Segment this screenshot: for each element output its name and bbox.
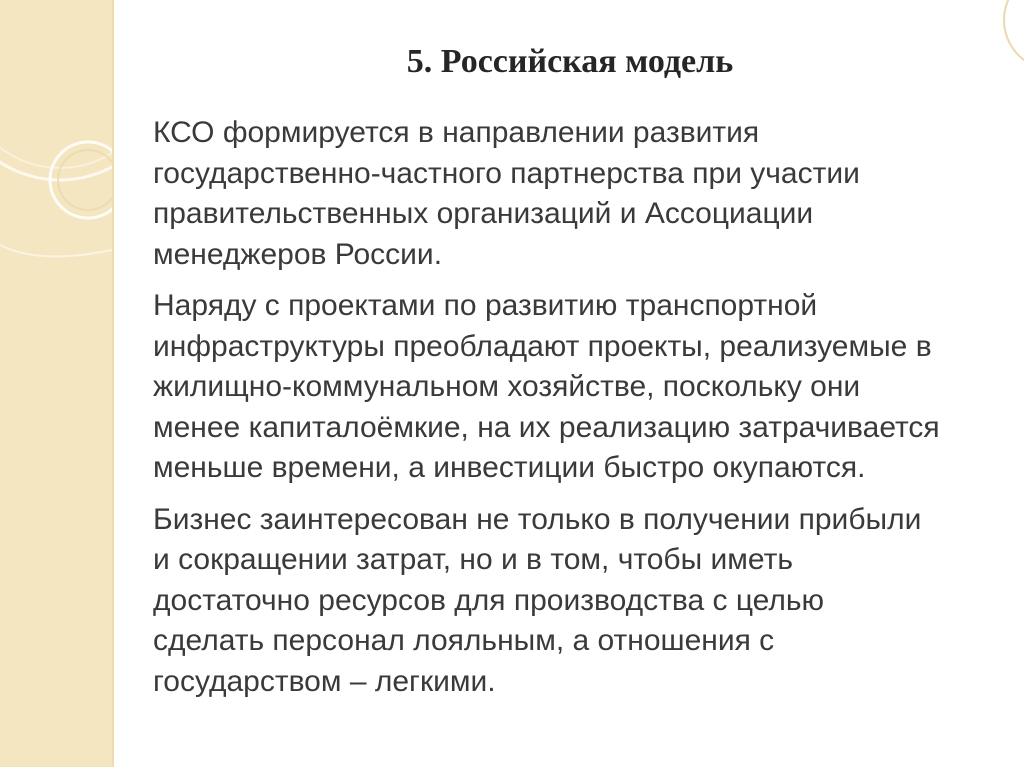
text-line: Наряду с проектами по развитию транспортной xyxy=(153,289,818,322)
text-line: КСО формируется в направлении развития xyxy=(153,116,760,149)
slide-body xyxy=(153,113,1003,713)
corner-ring xyxy=(1004,0,1024,70)
paragraph-3 xyxy=(153,500,1003,703)
text-line: жилищно-коммунальном хозяйстве, поскольку они xyxy=(153,370,861,403)
text-line: инфраструктуры преобладают проекты, реализуемые в xyxy=(153,329,932,363)
text-line: менее капиталоёмкие, на их реализацию затрачивается xyxy=(153,410,940,444)
text-line: Бизнес заинтересован не только в получении прибыли xyxy=(153,502,922,536)
decorative-rings-graphic xyxy=(0,0,112,767)
text-line: менеджеров России. xyxy=(153,237,443,271)
side-band-edge xyxy=(112,0,114,767)
decorative-arc xyxy=(0,245,112,256)
paragraph-2 xyxy=(153,286,1003,489)
text-line: государственно-частного партнерства при участии xyxy=(153,156,860,190)
text-line: меньше времени, а инвестиции быстро окупаются. xyxy=(153,451,866,484)
text-line: правительственных организаций и Ассоциации xyxy=(153,197,814,230)
text-line: и сокращении затрат, но и в том, чтобы иметь xyxy=(153,543,793,576)
text-line: достаточно ресурсов для производства с целью xyxy=(153,583,824,617)
paragraph-1 xyxy=(153,113,1003,275)
decorative-side-band xyxy=(0,0,112,767)
decorative-ring-large xyxy=(0,0,112,180)
text-line: государством – легкими. xyxy=(153,664,496,698)
corner-ring-graphic xyxy=(994,0,1024,100)
text-line: сделать персонал лояльным, а отношения с xyxy=(153,624,775,657)
decorative-corner-accent xyxy=(994,0,1024,100)
slide-title: 5. Российская модель xyxy=(406,43,734,80)
